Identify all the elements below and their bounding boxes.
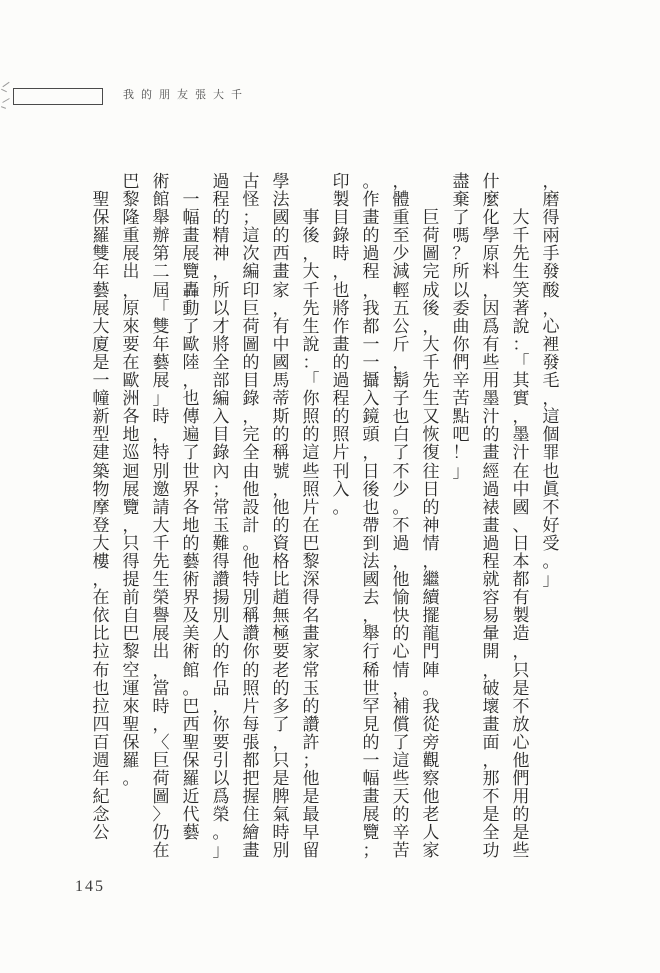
page-number: 145 bbox=[75, 878, 105, 895]
margin-scratch-mark bbox=[1, 106, 6, 109]
text-column: 術 館 舉 辦 第 二 屆 「 雙 年 藝 展 」 時 ， 特 別 邀 請 大 千 先 生 榮 譽 展 出 ， 當 時 ， 〈 巨 荷 圖 〉 仍 在 bbox=[152, 172, 170, 861]
text-column: 學 法 國 的 西 畫 家 ， 有 中 國 馬 蒂 斯 的 稱 號 ， 他 的 資 格 比 趙 無 極 要 老 的 多 了 ， 只 是 脾 氣 時 別 bbox=[272, 172, 290, 861]
text-column: 聖 保 羅 雙 年 藝 展 大 廈 是 一 幢 新 型 建 築 物 摩 登 大 樓 ， 在 依 比 拉 布 也 拉 四 百 週 年 紀 念 公 bbox=[92, 190, 110, 843]
margin-scratch-mark bbox=[1, 89, 7, 92]
text-column: 過 程 的 精 神 ， 所 以 才 將 全 部 編 入 目 錄 內 ； 常 玉 難 得 讚 揚 別 人 的 作 品 ， 你 要 引 以 爲 榮 。 」 bbox=[212, 172, 230, 861]
text-column: 一 幅 畫 展 覽 轟 動 了 歐 陸 ， 也 傳 遍 了 世 界 各 地 的 藝 術 界 及 美 術 館 。 巴 西 聖 保 羅 近 代 藝 bbox=[182, 190, 200, 843]
text-column: 盡 棄 了 嗎 ？ 所 以 委 曲 你 們 辛 苦 點 吧 ！ 」 bbox=[452, 172, 470, 481]
text-column: 。 作 畫 的 過 程 ， 我 都 一 一 攝 入 鏡 頭 ， 日 後 也 帶 到 法 國 去 ， 舉 行 稀 世 罕 見 的 一 幅 畫 展 覽 ； bbox=[362, 172, 380, 861]
margin-scratch-mark bbox=[2, 98, 9, 103]
running-header: 我的朋友張大千 bbox=[123, 89, 249, 101]
text-column: 巨 荷 圖 完 成 後 ， 大 千 先 生 又 恢 復 往 日 的 神 情 ， 繼 續 擺 龍 門 陣 。 我 從 旁 觀 察 他 老 人 家 bbox=[422, 208, 440, 861]
text-column: 事 後 ， 大 千 先 生 說 ： 「 你 照 的 這 些 照 片 在 巴 黎 深 得 名 畫 家 常 玉 的 讚 許 ； 他 是 最 早 留 bbox=[302, 208, 320, 861]
text-column: 印 製 目 錄 時 ， 也 將 作 畫 的 過 程 的 照 片 刊 入 。 bbox=[332, 172, 350, 517]
header-rule-box bbox=[13, 88, 103, 105]
text-column: ， 體 重 至 少 減 輕 五 公 斤 ， 鬍 子 也 白 了 不 少 。 不 過 ， 他 愉 快 的 心 情 ， 補 償 了 這 些 天 的 辛 苦 bbox=[392, 172, 410, 861]
text-column: 古 怪 ； 這 次 編 印 巨 荷 圖 的 目 錄 ， 完 全 由 他 設 計 。 他 特 別 稱 讚 你 的 照 片 每 張 都 把 握 住 繪 畫 bbox=[242, 172, 260, 861]
text-column: ， 磨 得 兩 手 發 酸 ， 心 裡 發 毛 ， 這 個 罪 也 眞 不 好 受 。 」 bbox=[542, 172, 560, 590]
text-column: 什 麼 化 學 原 料 ， 因 爲 有 些 用 墨 汁 的 畫 經 過 裱 畫 過 程 就 容 易 暈 開 ， 破 壞 畫 面 ， 那 不 是 全 功 bbox=[482, 172, 500, 861]
text-column: 大 千 先 生 笑 著 說 ： 「 其 實 ， 墨 汁 在 中 國 、 日 本 都 有 製 造 ， 只 是 不 放 心 他 們 用 的 是 些 bbox=[512, 208, 530, 861]
text-block bbox=[86, 173, 566, 861]
text-column: 巴 黎 隆 重 展 出 ， 原 來 要 在 歐 洲 各 地 巡 迴 展 覽 ， 只 得 提 前 自 巴 黎 空 運 來 聖 保 羅 。 bbox=[122, 172, 140, 789]
margin-scratch-mark bbox=[2, 82, 9, 87]
